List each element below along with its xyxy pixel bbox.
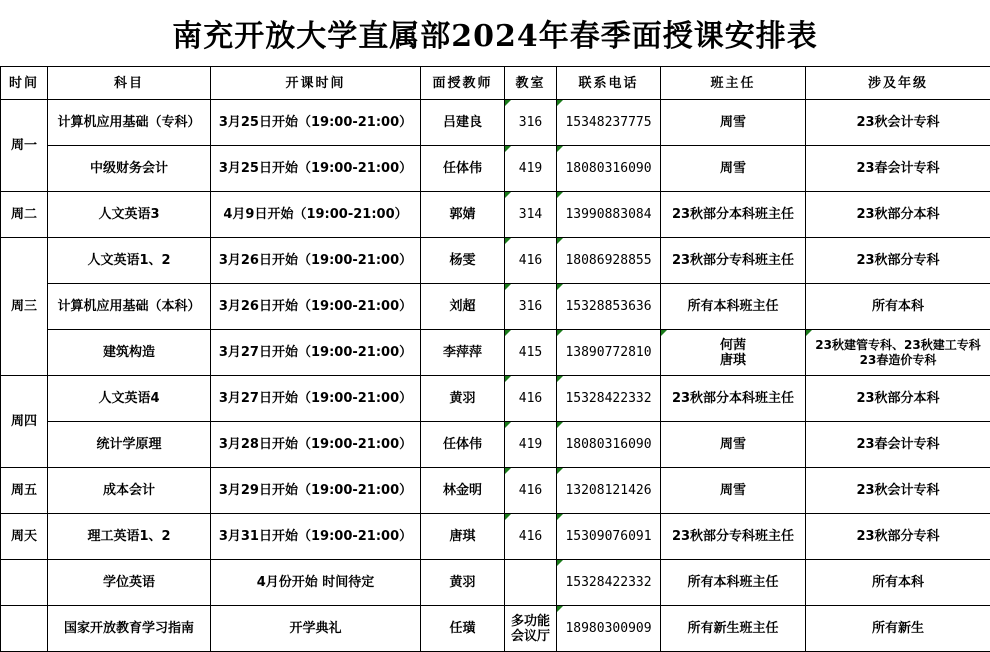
teacher-cell: 黄羽	[421, 376, 505, 422]
header-cell: 科目	[48, 67, 211, 100]
schedule-table	[0, 66, 990, 652]
grade-cell: 23秋部分本科	[806, 192, 990, 238]
phone-cell: 13208121426	[557, 468, 661, 514]
head-teacher-cell: 23秋部分本科班主任	[661, 192, 806, 238]
header-cell: 班主任	[661, 67, 806, 100]
room-line: 多功能	[507, 614, 554, 629]
grade-cell: 23秋会计专科	[806, 100, 990, 146]
room-cell: 415	[505, 330, 557, 376]
day-cell: 周天	[1, 514, 48, 560]
table-row	[1, 606, 990, 652]
time-cell: 3月26日开始（19:00-21:00）	[211, 284, 421, 330]
teacher-cell: 郭婧	[421, 192, 505, 238]
time-cell: 开学典礼	[211, 606, 421, 652]
phone-cell: 13890772810	[557, 330, 661, 376]
grade-cell: 所有本科	[806, 560, 990, 606]
teacher-cell: 唐琪	[421, 514, 505, 560]
day-cell: 周一	[1, 100, 48, 192]
day-cell	[1, 606, 48, 652]
head-teacher-cell: 所有新生班主任	[661, 606, 806, 652]
room-cell: 314	[505, 192, 557, 238]
table-row	[1, 514, 990, 560]
subject-cell: 人文英语1、2	[48, 238, 211, 284]
subject-cell: 国家开放教育学习指南	[48, 606, 211, 652]
subject-cell: 成本会计	[48, 468, 211, 514]
room-cell: 419	[505, 422, 557, 468]
time-cell: 3月25日开始（19:00-21:00）	[211, 100, 421, 146]
teacher-cell: 李萍萍	[421, 330, 505, 376]
teacher-cell: 杨雯	[421, 238, 505, 284]
head-teacher-cell: 周雪	[661, 468, 806, 514]
table-row	[1, 192, 990, 238]
phone-cell: 13990883084	[557, 192, 661, 238]
head-teacher-cell	[661, 330, 806, 376]
day-cell: 周二	[1, 192, 48, 238]
phone-cell: 18980300909	[557, 606, 661, 652]
table-row	[1, 468, 990, 514]
table-row	[1, 100, 990, 146]
time-cell: 3月27日开始（19:00-21:00）	[211, 376, 421, 422]
head-teacher-line: 唐琪	[663, 353, 803, 368]
teacher-cell: 吕建良	[421, 100, 505, 146]
phone-cell: 15328853636	[557, 284, 661, 330]
header-cell: 开课时间	[211, 67, 421, 100]
head-teacher-line: 何茜	[663, 338, 803, 353]
grade-cell: 所有本科	[806, 284, 990, 330]
head-teacher-cell: 23秋部分专科班主任	[661, 238, 806, 284]
room-cell: 416	[505, 514, 557, 560]
room-line: 会议厅	[507, 629, 554, 644]
header-cell: 面授教师	[421, 67, 505, 100]
head-teacher-cell: 所有本科班主任	[661, 560, 806, 606]
grade-cell	[806, 330, 990, 376]
phone-cell: 18080316090	[557, 146, 661, 192]
head-teacher-cell: 所有本科班主任	[661, 284, 806, 330]
room-cell: 416	[505, 376, 557, 422]
subject-cell: 建筑构造	[48, 330, 211, 376]
teacher-cell: 任璜	[421, 606, 505, 652]
header-cell: 联系电话	[557, 67, 661, 100]
time-cell: 4月9日开始（19:00-21:00）	[211, 192, 421, 238]
room-cell: 316	[505, 100, 557, 146]
subject-cell: 计算机应用基础（专科）	[48, 100, 211, 146]
time-cell: 3月25日开始（19:00-21:00）	[211, 146, 421, 192]
head-teacher-cell: 23秋部分本科班主任	[661, 376, 806, 422]
time-cell: 3月28日开始（19:00-21:00）	[211, 422, 421, 468]
phone-cell: 15328422332	[557, 560, 661, 606]
table-row	[1, 146, 990, 192]
header-row	[1, 67, 990, 100]
table-row	[1, 330, 990, 376]
time-cell: 4月份开始 时间待定	[211, 560, 421, 606]
time-cell: 3月26日开始（19:00-21:00）	[211, 238, 421, 284]
header-cell: 时间	[1, 67, 48, 100]
teacher-cell: 任体伟	[421, 146, 505, 192]
room-cell: 316	[505, 284, 557, 330]
room-cell: 416	[505, 238, 557, 284]
teacher-cell: 刘超	[421, 284, 505, 330]
table-row	[1, 284, 990, 330]
phone-cell: 18086928855	[557, 238, 661, 284]
grade-line: 23春造价专科	[808, 353, 988, 368]
table-row	[1, 422, 990, 468]
grade-line: 23秋建管专科、23秋建工专科	[808, 338, 988, 353]
subject-cell: 学位英语	[48, 560, 211, 606]
grade-cell: 所有新生	[806, 606, 990, 652]
table-row	[1, 560, 990, 606]
grade-cell: 23秋部分本科	[806, 376, 990, 422]
grade-cell: 23秋部分专科	[806, 514, 990, 560]
time-cell: 3月27日开始（19:00-21:00）	[211, 330, 421, 376]
phone-cell: 15309076091	[557, 514, 661, 560]
subject-cell: 人文英语3	[48, 192, 211, 238]
page-title: 南充开放大学直属部2024年春季面授课安排表	[0, 0, 990, 66]
table-row	[1, 238, 990, 284]
room-cell	[505, 560, 557, 606]
time-cell: 3月31日开始（19:00-21:00）	[211, 514, 421, 560]
day-cell: 周五	[1, 468, 48, 514]
phone-cell: 15348237775	[557, 100, 661, 146]
day-cell: 周三	[1, 238, 48, 376]
subject-cell: 人文英语4	[48, 376, 211, 422]
teacher-cell: 黄羽	[421, 560, 505, 606]
day-cell	[1, 560, 48, 606]
subject-cell: 统计学原理	[48, 422, 211, 468]
phone-cell: 15328422332	[557, 376, 661, 422]
grade-cell: 23秋部分专科	[806, 238, 990, 284]
room-cell: 419	[505, 146, 557, 192]
day-cell: 周四	[1, 376, 48, 468]
phone-cell: 18080316090	[557, 422, 661, 468]
subject-cell: 理工英语1、2	[48, 514, 211, 560]
head-teacher-cell: 周雪	[661, 146, 806, 192]
head-teacher-cell: 周雪	[661, 422, 806, 468]
subject-cell: 中级财务会计	[48, 146, 211, 192]
table-row	[1, 376, 990, 422]
head-teacher-cell: 23秋部分专科班主任	[661, 514, 806, 560]
grade-cell: 23春会计专科	[806, 146, 990, 192]
teacher-cell: 林金明	[421, 468, 505, 514]
header-cell: 教室	[505, 67, 557, 100]
time-cell: 3月29日开始（19:00-21:00）	[211, 468, 421, 514]
room-cell	[505, 606, 557, 652]
grade-cell: 23秋会计专科	[806, 468, 990, 514]
header-cell: 涉及年级	[806, 67, 990, 100]
grade-cell: 23春会计专科	[806, 422, 990, 468]
subject-cell: 计算机应用基础（本科）	[48, 284, 211, 330]
head-teacher-cell: 周雪	[661, 100, 806, 146]
teacher-cell: 任体伟	[421, 422, 505, 468]
room-cell: 416	[505, 468, 557, 514]
